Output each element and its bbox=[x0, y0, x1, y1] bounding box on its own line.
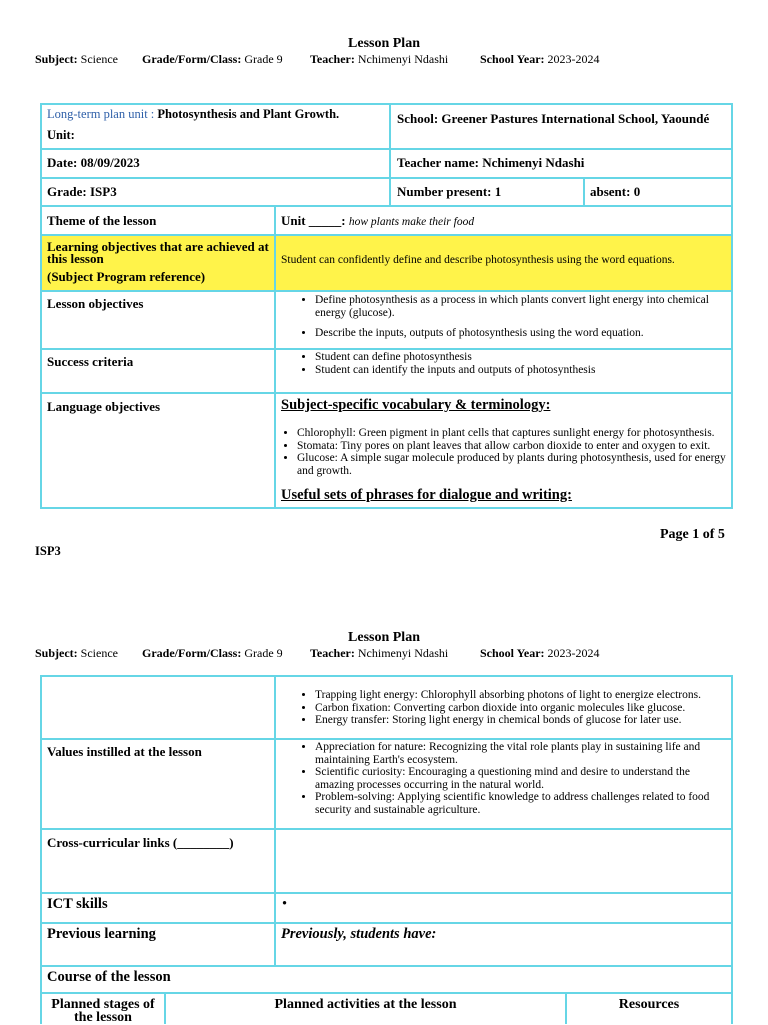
success-criteria-list bbox=[275, 351, 731, 376]
teacher-name-cell: Teacher name: Nchimenyi Ndashi bbox=[397, 155, 585, 170]
vocab-item: • Chlorophyll: Green pigment in plant cells that captures sunlight energy for photosynthesis. bbox=[297, 427, 731, 440]
phrase-item: • Trapping light energy: Chlorophyll absorbing photons of light to energize electrons. bbox=[315, 689, 731, 702]
phrases-list bbox=[275, 689, 731, 727]
value-item: • Scientific curiosity: Encouraging a questioning mind and desire to understand the amazing processes occurring in the natural world. bbox=[315, 766, 731, 791]
phrase-item: • Carbon fixation: Converting carbon dioxide into organic molecules like glucose. bbox=[315, 702, 731, 715]
number-present-cell: Number present: 1 bbox=[397, 184, 502, 199]
unit-cell: Long-term plan unit : Photosynthesis and Plant Growth. Unit: bbox=[47, 107, 340, 142]
value-item: • Appreciation for nature: Recognizing the vital role plants play in sustaining life and maintaining Earth's ecosystem. bbox=[315, 741, 731, 766]
lesson-objectives-list bbox=[275, 294, 731, 340]
page2-meta-year: School Year: 2023-2024 bbox=[480, 646, 600, 660]
page2-meta-grade: Grade/Form/Class: Grade 9 bbox=[142, 646, 283, 660]
learning-objectives-value: Student can confidently define and describe photosynthesis using the word equations. bbox=[281, 254, 675, 266]
learning-objectives-label: Learning objectives that are achieved at this lesson (Subject Program reference) bbox=[47, 239, 269, 284]
page1-meta-year: School Year: 2023-2024 bbox=[480, 52, 600, 66]
page1-meta-grade: Grade/Form/Class: Grade 9 bbox=[142, 52, 283, 66]
page2-meta-teacher: Teacher: Nchimenyi Ndashi bbox=[310, 646, 449, 660]
theme-unit-cell: Unit _____: how plants make their food bbox=[281, 213, 475, 228]
grade-cell: Grade: ISP3 bbox=[47, 184, 117, 199]
page2-title: Lesson Plan bbox=[348, 630, 420, 645]
vocab-item: • Stomata: Tiny pores on plant leaves that allow carbon dioxide to enter and oxygen to exit. bbox=[297, 440, 731, 453]
vocab-list bbox=[257, 427, 731, 477]
school-cell: School: Greener Pastures International School, Yaoundé bbox=[397, 111, 710, 126]
previous-learning-label: Previous learning bbox=[47, 926, 156, 942]
lesson-objective-item: • Describe the inputs, outputs of photosynthesis using the word equation. bbox=[315, 327, 731, 340]
values-label: Values instilled at the lesson bbox=[47, 744, 202, 759]
values-list bbox=[275, 741, 731, 816]
previous-learning-value: Previously, students have: bbox=[281, 926, 437, 942]
cross-curricular-label: Cross-curricular links (________) bbox=[47, 835, 234, 850]
page2-meta-subject: Subject: Science bbox=[35, 646, 118, 660]
phrases-heading: Useful sets of phrases for dialogue and writing: bbox=[281, 487, 572, 503]
language-objectives-label: Language objectives bbox=[47, 399, 161, 414]
phrase-item: • Energy transfer: Storing light energy in chemical bonds of glucose for later use. bbox=[315, 714, 731, 727]
page1-title: Lesson Plan bbox=[348, 36, 420, 51]
vocab-heading: Subject-specific vocabulary & terminology: bbox=[281, 397, 551, 413]
col-planned-stages: Planned stages of the lesson bbox=[51, 997, 155, 1025]
vocab-item: • Glucose: A simple sugar molecule produced by plants during photosynthesis, used for energy and growth. bbox=[297, 452, 731, 477]
success-criteria-item: • Student can identify the inputs and outputs of photosynthesis bbox=[315, 364, 731, 377]
success-criteria-label: Success criteria bbox=[47, 354, 134, 369]
theme-label: Theme of the lesson bbox=[47, 213, 157, 228]
col-planned-activities: Planned activities at the lesson bbox=[274, 997, 457, 1012]
value-item: • Problem-solving: Applying scientific knowledge to address challenges related to food security and sustainable agriculture. bbox=[315, 791, 731, 816]
success-criteria-item: • Student can define photosynthesis bbox=[315, 351, 731, 364]
page1-meta-subject: Subject: Science bbox=[35, 52, 118, 66]
col-resources: Resources bbox=[618, 997, 680, 1012]
lesson-objective-item: • Define photosynthesis as a process in which plants convert light energy into chemical energy (glucose). bbox=[315, 294, 731, 319]
page-number: Page 1 of 5 bbox=[660, 527, 725, 542]
page1-meta-teacher: Teacher: Nchimenyi Ndashi bbox=[310, 52, 449, 66]
absent-cell: absent: 0 bbox=[590, 184, 641, 199]
date-cell: Date: 08/09/2023 bbox=[47, 155, 140, 170]
lesson-objectives-label: Lesson objectives bbox=[47, 296, 144, 311]
course-of-lesson-label: Course of the lesson bbox=[47, 969, 171, 985]
page-footer: ISP3 bbox=[35, 544, 61, 558]
ict-skills-label: ICT skills bbox=[47, 896, 108, 912]
ict-bullet: • bbox=[282, 896, 288, 912]
